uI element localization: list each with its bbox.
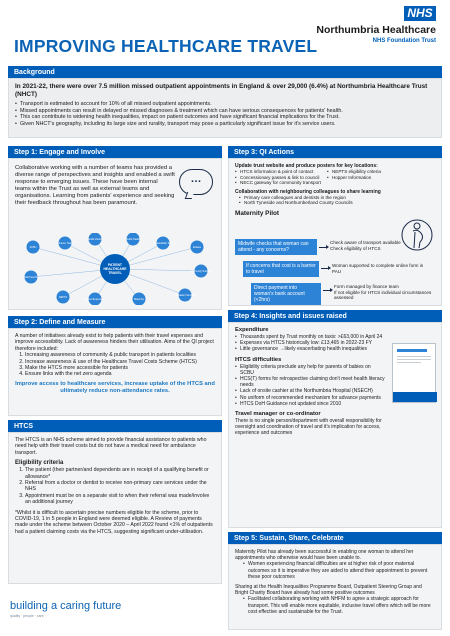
list-item: • Primary care colleagues and dentists in the region — [239, 195, 435, 201]
update-lists — [235, 169, 435, 186]
background-panel — [8, 78, 442, 138]
step5-list-2 — [235, 596, 435, 615]
list-item: • Missed appointments can result in delayed or missed diagnoses & treatment which can have serious consequences for patients' health. — [15, 108, 435, 115]
footer-slogan: building a caring future — [10, 600, 122, 612]
list-item: • Lack of onsite cashier at the Northumbria Hospital (NSECH) — [235, 388, 385, 394]
mindmap-node-label: Outpatient Services — [174, 294, 196, 297]
doc-thumbnail-line — [397, 359, 431, 360]
step1-panel — [8, 158, 222, 310]
htcs-difficulties-heading: HTCS difficulties — [235, 356, 282, 363]
step5-heading: Step 5: Sustain, Share, Celebrate — [228, 532, 442, 544]
list-item: 3. Appointment must be on a separate visit to when their referral was made/involve an additional journey — [25, 493, 215, 506]
step3-panel — [228, 158, 442, 306]
step2-heading: Step 2: Define and Measure — [8, 316, 222, 328]
step5-list-1 — [235, 561, 435, 580]
step5-paragraph-2: Sharing at the Health Inequalities Programme Board, Outpatient Steering Group and Bright Charity Board have already had some positive outcomes — [235, 584, 422, 597]
mindmap-node-label: Estates — [193, 246, 201, 249]
list-item: • No uniform of recommended mechanism for advance payments — [235, 395, 385, 401]
flow-side-check — [330, 240, 430, 251]
step1-heading: Step 1: Engage and Involve — [8, 146, 222, 158]
list-item: 2. Referral from a doctor or dentist to receive non-primary care services under the NHS — [25, 480, 215, 493]
step1-text: Collaborative working with a number of teams has provided a diverse range of perspectives and insights and enabled a swift response to emerging issues. These have been internal teams within the Trust as well as external teams and organisations. Learning from patients' experience and seeking their feedback throughout has been paramount. — [15, 165, 175, 206]
step2-callout: Improve access to healthcare services, increase uptake of the HTCS and ultimately reduce non-attendance rates. — [15, 380, 215, 394]
list-item: Woman supported to complete online form in PAU — [332, 263, 424, 274]
flow-step-concern: If concerns that cost is a barrier to travel — [243, 261, 319, 277]
doc-thumbnail-line — [397, 362, 421, 363]
mindmap-node-label: Community Transport — [189, 270, 213, 273]
travel-manager-text: There is no single person/department with overall responsibility for oversight and coordination of travel and it's implication for access, experience and outcomes — [235, 418, 382, 437]
list-item: • HCS(T) forms for retrospective claiming don't meet health literacy needs — [235, 376, 385, 388]
collab-heading: Collaboration with neighbouring colleagues to share learning — [235, 188, 381, 195]
list-item: 2. Increase awareness & use of the Healthcare Travel Costs Scheme (HTCS) — [25, 359, 215, 365]
list-item: • Hopper Information — [327, 175, 381, 181]
maternity-pilot-title: Maternity Pilot — [235, 209, 280, 217]
mindmap-node-label: Health Visitors — [87, 238, 103, 241]
flow-side-concern — [332, 263, 432, 274]
stakeholder-mindmap — [15, 233, 215, 305]
step2-aims — [15, 352, 215, 378]
list-item: • NECC gateway for community transport — [235, 180, 321, 186]
flow-step-check: Midwife checks that woman can attend - any concerns? — [235, 239, 317, 255]
mindmap-node-label: Patient Experience — [84, 298, 106, 301]
arrow-right-icon — [319, 247, 327, 248]
poster-title: IMPROVING HEALTHCARE TRAVEL — [14, 36, 318, 56]
speech-bubble-icon: … — [179, 169, 213, 195]
step2-intro: A number of initiatives already exist to help patients with their travel expenses and improve accessibility. Lack of awareness hinders their utilisation. Aims of the QI project therefore included: — [15, 333, 214, 352]
list-item: Check aware of transport available — [330, 240, 401, 245]
list-item: If not eligible for HTCS individual circumstances assessed — [334, 289, 432, 301]
step4-text — [235, 327, 385, 437]
org-name: Northumbria Healthcare — [316, 24, 436, 36]
poster-header — [0, 0, 450, 64]
step5-panel — [228, 544, 442, 630]
list-item: • Transport is estimated to account for 10% of all missed outpatient appointments. — [15, 101, 435, 108]
list-item: • HTCS information & point of contact — [235, 169, 321, 175]
flow-step-payment: Direct payment into woman's bank account (<2hrs) — [251, 283, 321, 305]
expenditure-list — [235, 334, 385, 353]
doc-thumbnail-line — [397, 356, 431, 357]
list-item: Check eligibility of HTCS — [330, 245, 381, 251]
htcs-heading: HTCS — [8, 420, 222, 432]
flow-side-payment — [334, 284, 434, 301]
background-bullets — [15, 101, 435, 127]
list-item: • NEPTS eligibility criteria — [327, 169, 381, 175]
list-item: • North Tyneside and Northumberland County Councils — [239, 200, 435, 206]
mindmap-center-label: PATIENT HEALTHCARE TRAVEL — [103, 263, 127, 275]
step4-heading: Step 4: Insights and issues raised — [228, 310, 442, 322]
org-subtitle: NHS Foundation Trust — [372, 38, 436, 44]
step3-heading: Step 3: QI Actions — [228, 146, 442, 158]
htcs-panel — [8, 432, 222, 584]
list-item: • HTCS DoH Guidance not updated since 2010 — [235, 401, 385, 407]
list-item: • Expenses via HTCS historically low: £13,465 in 2022-23 FY — [235, 340, 385, 346]
step2-panel — [8, 328, 222, 416]
update-list-right — [327, 169, 381, 186]
guidance-document-thumbnail — [392, 343, 436, 403]
list-item: • Concessionary passes & link to council — [235, 175, 321, 181]
list-item: • Thousands spent by Trust monthly on taxis: >£63,000 in April 24 — [235, 334, 385, 340]
mindmap-node-label: Sustainability Team — [152, 242, 174, 245]
list-item: 1. The patient (their partner/and dependents are in receipt of a qualifying benefit or allowance* — [25, 467, 215, 480]
htcs-footnote: *Whilst it is difficult to ascertain precise numbers eligible for the scheme, prior to COVID-19, 1 in 5 people in England were deemed eligible. A Review of payments made under the scheme between October 2020 – April 2022 found <1% of outpatients had a patient claiming costs via the HTCS, suggesting significant under-utilisation. — [15, 509, 213, 535]
list-item: 1. Increasing awareness of community & public transport in patients localities — [25, 352, 215, 358]
arrow-right-icon — [321, 268, 329, 269]
update-list-left — [235, 169, 321, 186]
mindmap-node-label: Public Health — [125, 238, 141, 241]
eligibility-list — [15, 467, 215, 505]
mindmap-node-label: Finance Team — [57, 242, 73, 245]
step5-paragraph-1: Maternity Pilot has already been successful in enabling one woman to attend her appointments who otherwise would have been unable to. — [235, 549, 414, 562]
doc-thumbnail-title — [397, 349, 427, 352]
nhs-logo: NHS — [404, 6, 436, 21]
background-heading: Background — [8, 66, 442, 78]
background-lead: In 2021-22, there were over 7.5 million missed outpatient appointments in England & over 29,000 (6.4%) at Northumbria Healthcare Trust (NHCT) — [15, 83, 428, 98]
list-item: 3. Make the HTCS more accessible for patients — [25, 365, 215, 371]
travel-manager-heading: Travel manager or co-ordinator — [235, 411, 321, 418]
list-item: • Facilitated collaborating working with NHFM to agree a strategic approach for transport. This will enable more equitable, inclusive travel offers which will be more cost effective and sustainable for the Trust. — [243, 596, 435, 615]
htcs-difficulties-list — [235, 364, 385, 407]
arrow-right-icon — [323, 290, 331, 291]
expenditure-heading: Expenditure — [235, 327, 269, 333]
mindmap-node-label: Social Prescribers — [21, 276, 41, 279]
list-item: • Given NHCT's geography, including its large size and rurality, transport may pose a particularly significant issue for it's service users. — [15, 121, 435, 128]
list-item: • Little governance →likely exacerbating health inequalities — [235, 346, 385, 352]
mindmap-node-label: NEPTS — [59, 296, 67, 299]
list-item: • Women experiencing financial difficulties are at higher risk of poor maternal outcomes so it is imperative they are aided to attend their appointment to prevent these poor outcomes — [243, 561, 435, 580]
htcs-intro: The HTCS is an NHS scheme aimed to provide financial assistance to patients who need help with their travel costs but do not have a medical need for ambulance transport. — [15, 437, 207, 456]
eligibility-heading: Eligibility criteria — [15, 460, 64, 467]
collab-list — [235, 195, 435, 206]
list-item: Form managed by finance team — [334, 284, 399, 289]
list-item: • This can contribute to widening health inequalities, impact on patient outcomes and have significant financial implications for the Trust. — [15, 114, 435, 121]
maternity-pilot-flow — [235, 239, 435, 303]
footer-subtext: quality · people · care — [10, 614, 44, 618]
mindmap-node-label: SCBU — [29, 246, 37, 249]
step4-panel — [228, 322, 442, 528]
mindmap-node-label: Maternity — [134, 298, 144, 301]
list-item: • Eligibility criteria preclude any help for parents of babies on SCBU — [235, 364, 385, 376]
doc-thumbnail-band — [393, 392, 437, 402]
update-heading: Update trust website and produce posters for key locations: — [235, 163, 378, 169]
list-item: 4. Ensure links with the net zero agenda — [25, 371, 215, 377]
